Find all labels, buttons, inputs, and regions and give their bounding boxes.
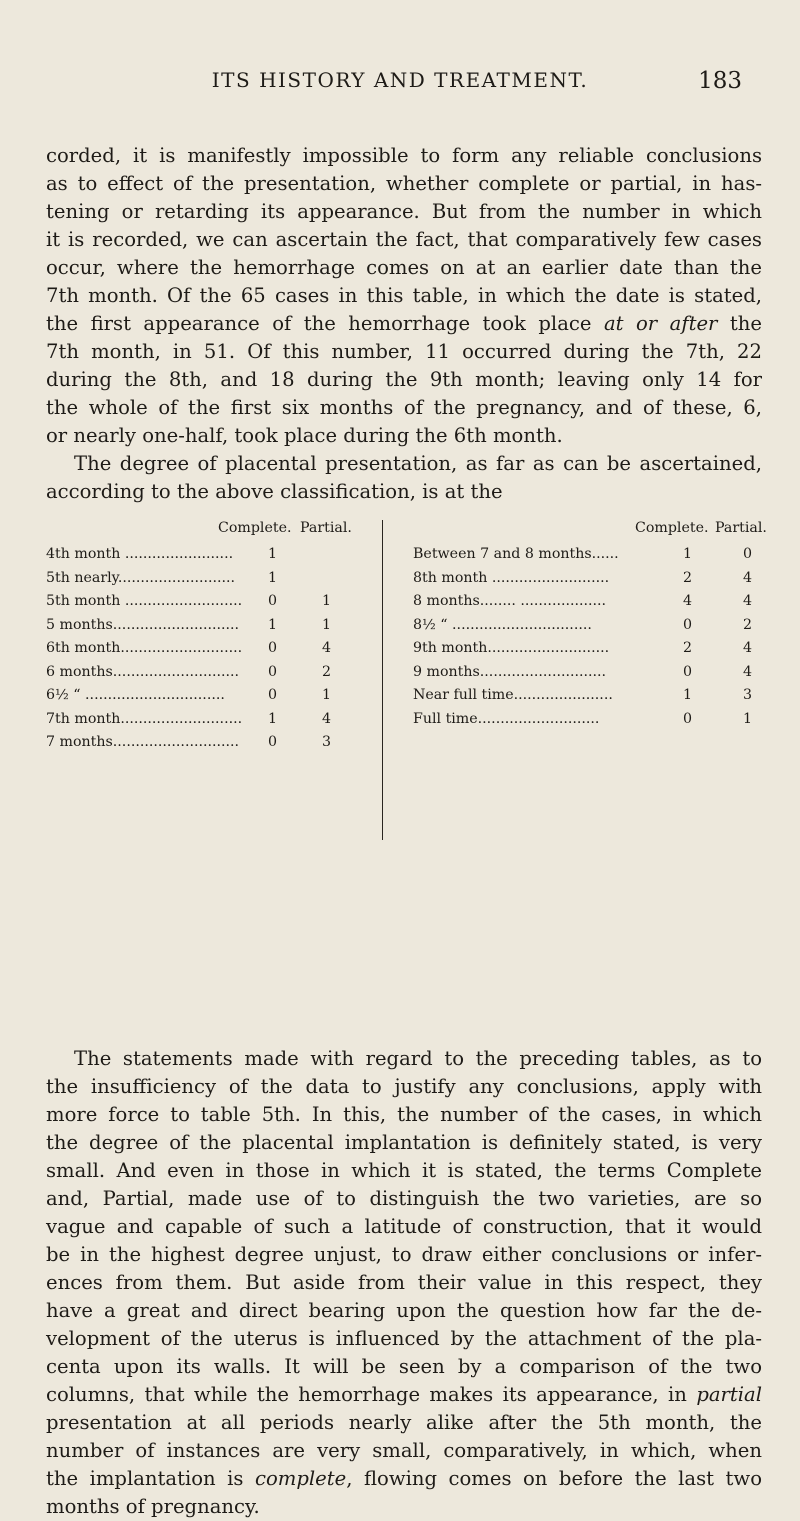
row-partial: 4 [322, 710, 332, 727]
text-line: or nearly one-half, took place during the 6th month. [46, 424, 563, 447]
text-line: occur, where the hemorrhage comes on at an earlier date than the [46, 256, 762, 279]
table-row [413, 593, 773, 617]
header-complete: Complete. [218, 520, 292, 536]
row-complete: 1 [683, 687, 693, 703]
row-label: 5th nearly.......................... [46, 569, 236, 586]
table-row [46, 734, 366, 758]
text-line: The statements made with regard to the preceding tables, as to [74, 1047, 762, 1070]
text-line: more force to table 5th. In this, the number of the cases, in which [46, 1103, 762, 1126]
row-label: Full time........................... [413, 710, 600, 727]
table-row [413, 570, 773, 594]
row-partial: 4 [743, 640, 753, 656]
row-partial: 4 [743, 569, 753, 586]
column-divider [382, 520, 383, 840]
text-line: velopment of the uterus is influenced by the attachment of the pla- [46, 1327, 762, 1350]
row-complete: 0 [268, 687, 278, 703]
text-line: months of pregnancy. [46, 1495, 260, 1518]
row-complete: 0 [268, 734, 278, 750]
text-line: it is recorded, we can ascertain the fact, that comparatively few cases [46, 228, 762, 251]
text-line: tening or retarding its appearance. But from the number in which [46, 200, 762, 223]
text-line: number of instances are very small, comparatively, in which, when [46, 1439, 762, 1462]
row-label: 9 months............................ [413, 663, 607, 680]
row-partial: 3 [743, 687, 753, 703]
row-label: 5 months............................ [46, 616, 240, 633]
text-line: the degree of the placental implantation is definitely stated, is very [46, 1131, 762, 1154]
row-label: Between 7 and 8 months...... [413, 546, 619, 562]
row-complete: 1 [268, 616, 278, 633]
table-right-column [413, 520, 773, 734]
row-label: 9th month........................... [413, 640, 610, 656]
row-partial: 3 [322, 734, 332, 750]
table-row [46, 593, 366, 617]
table-header [46, 520, 366, 546]
text-line: centa upon its walls. It will be seen by a comparison of the two [46, 1355, 762, 1378]
table-row [46, 570, 366, 594]
text-line: 7th month, in 51. Of this number, 11 occurred during the 7th, 22 [46, 340, 762, 363]
running-title: ITS HISTORY AND TREATMENT. [211, 68, 589, 92]
row-complete: 1 [683, 546, 693, 562]
text-line: presentation at all periods nearly alike after the 5th month, the [46, 1411, 762, 1434]
paragraph-2 [46, 1045, 762, 1521]
row-label: 6 months............................ [46, 663, 240, 680]
table-header [413, 520, 773, 546]
header-complete: Complete. [635, 520, 709, 536]
row-partial: 1 [322, 687, 332, 703]
text-line: vague and capable of such a latitude of construction, that it would [46, 1215, 762, 1238]
row-partial: 4 [322, 640, 332, 656]
text-line: during the 8th, and 18 during the 9th month; leaving only 14 for [46, 368, 762, 391]
row-partial: 4 [743, 663, 753, 680]
row-partial: 0 [743, 546, 753, 562]
row-complete: 1 [268, 569, 278, 586]
text-line: corded, it is manifestly impossible to form any reliable conclusions [46, 144, 762, 167]
row-complete: 4 [683, 593, 693, 609]
row-complete: 0 [268, 593, 278, 609]
row-complete: 0 [683, 616, 693, 633]
row-label: 5th month .......................... [46, 593, 243, 609]
text-line: the whole of the first six months of the pregnancy, and of these, 6, [46, 396, 762, 419]
row-label: 6th month........................... [46, 640, 243, 656]
paragraph-1 [46, 142, 762, 506]
row-label: 8th month .......................... [413, 569, 610, 586]
row-label: 7th month........................... [46, 710, 243, 727]
row-label: 4th month ........................ [46, 546, 234, 562]
table-row [46, 617, 366, 641]
text-line: 7th month. Of the 65 cases in this table, in which the date is stated, [46, 284, 762, 307]
text-line: columns, that while the hemorrhage makes its appearance, in partial [46, 1383, 762, 1406]
table-row [46, 687, 366, 711]
table-row [413, 546, 773, 570]
row-complete: 1 [268, 710, 278, 727]
row-label: 8 months........ ................... [413, 593, 607, 609]
row-label: 6½ “ ............................... [46, 687, 225, 703]
table-row [46, 664, 366, 688]
header-partial: Partial. [300, 520, 352, 536]
table-row [413, 687, 773, 711]
row-complete: 0 [268, 640, 278, 656]
text-line: be in the highest degree unjust, to draw either conclusions or infer- [46, 1243, 762, 1266]
table-row [46, 711, 366, 735]
table-left-column [46, 520, 366, 758]
table-row [413, 640, 773, 664]
table-row [413, 617, 773, 641]
table-row [46, 640, 366, 664]
row-partial: 1 [743, 710, 753, 727]
text-line: the insufficiency of the data to justify any conclusions, apply with [46, 1075, 762, 1098]
row-partial: 2 [743, 616, 753, 633]
row-complete: 0 [683, 710, 693, 727]
text-line: have a great and direct bearing upon the question how far the de- [46, 1299, 762, 1322]
row-label: Near full time...................... [413, 687, 613, 703]
text-line: according to the above classification, is at the [46, 480, 503, 503]
text-line: The degree of placental presentation, as far as can be ascertained, [74, 452, 762, 475]
row-partial: 1 [322, 593, 332, 609]
row-partial: 4 [743, 593, 753, 609]
text-line: the first appearance of the hemorrhage took place at or after the [46, 312, 762, 335]
text-line: and, Partial, made use of to distinguish the two varieties, are so [46, 1187, 762, 1210]
row-complete: 2 [683, 640, 693, 656]
text-line: the implantation is complete, flowing comes on before the last two [46, 1467, 762, 1490]
row-complete: 1 [268, 546, 278, 562]
row-label: 7 months............................ [46, 734, 240, 750]
table-row [413, 664, 773, 688]
row-complete: 0 [268, 663, 278, 680]
page-number: 183 [698, 68, 742, 94]
row-partial: 2 [322, 663, 332, 680]
text-line: as to effect of the presentation, whether complete or partial, in has- [46, 172, 762, 195]
row-complete: 0 [683, 663, 693, 680]
table-row [46, 546, 366, 570]
row-label: 8½ “ ............................... [413, 616, 592, 633]
text-line: ences from them. But aside from their value in this respect, they [46, 1271, 762, 1294]
table-row [413, 711, 773, 735]
row-partial: 1 [322, 616, 332, 633]
text-line: small. And even in those in which it is stated, the terms Complete [46, 1159, 762, 1182]
row-complete: 2 [683, 569, 693, 586]
header-partial: Partial. [715, 520, 767, 536]
page-header [0, 68, 800, 108]
presentation-table [0, 520, 800, 840]
